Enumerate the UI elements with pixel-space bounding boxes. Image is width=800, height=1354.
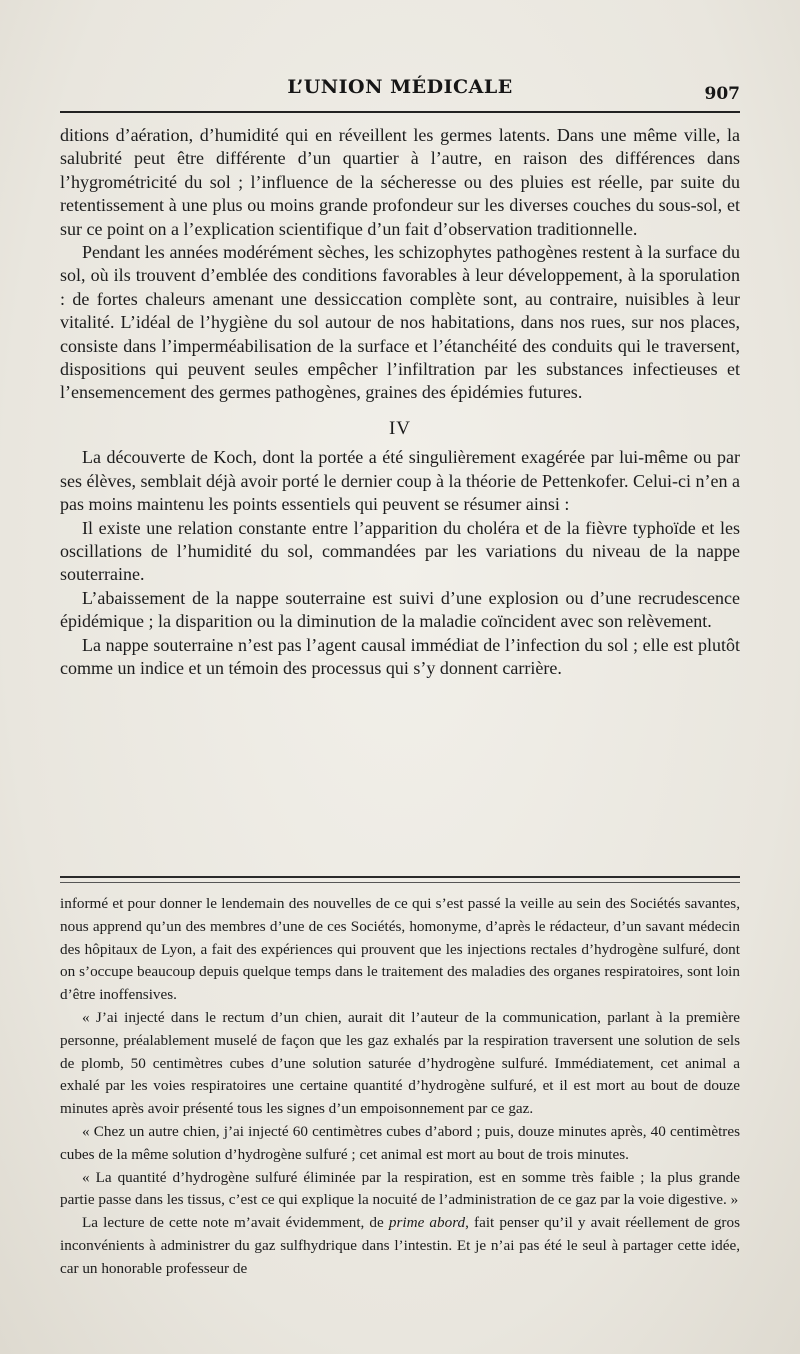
footnote-text: La lecture de cette note m’avait évidemment, de [82, 1214, 389, 1232]
page-number: 907 [704, 84, 740, 104]
paragraph: ditions d’aération, d’humidité qui en réveillent les germes latents. Dans une même ville, la salubrité peut être différente d’un quartier à l’autre, en raison des différences dans l’hygrométricité du sol ; l’influence de la sécheresse ou des pluies est réelle, par suite du retentissement à une plus ou moins grande profondeur sur les diverses couches du sous-sol, et sur ce point on a l’explication scientifique d’un fait d’observation traditionnelle. [60, 125, 740, 239]
footnote-paragraph: « La quantité d’hydrogène sulfuré éliminée par la respiration, est en somme très faible ; la plus grande partie passe dans les tissus, c’est ce qui explique la nocuité de l’administration de ce gaz par la voie digestive. » [60, 1168, 740, 1209]
footnote [60, 893, 740, 1281]
paragraph: La nappe souterraine n’est pas l’agent causal immédiat de l’infection du sol ; elle est plutôt comme un indice et un témoin des processus qui s’y donnent carrière. [60, 634, 740, 678]
footnote-paragraph: « J’ai injecté dans le rectum d’un chien, aurait dit l’auteur de la communication, parlant à la première personne, préalablement muselé de façon que les gaz exhalés par la respiration traversent une solution de sels de plomb, 50 centimètres cubes d’une solution saturée d’hydrogène sulfuré. Immédiatement, cet animal a exhalé par les voies respiratoires une certaine quantité d’hydrogène sulfuré, et il est mort au bout de douze minutes après avoir présenté tous les signes d’un empoisonnement par ce gaz. [60, 1008, 740, 1118]
footnote-paragraph [60, 1212, 740, 1280]
paragraph: L’abaissement de la nappe souterraine est suivi d’une explosion ou d’une recrudescence épidémique ; la disparition ou la diminution de la maladie coïncident avec son relèvement. [60, 587, 740, 632]
footnote-paragraph: informé et pour donner le lendemain des nouvelles de ce qui s’est passé la veille au sein des Sociétés savantes, nous apprend qu’un des membres d’une de ces Sociétés, homonyme, d’après le rédacteur, d’un savant médecin des hôpitaux de Lyon, a fait des expériences qui prouvent que les injections rectales d’hydrogène sulfuré, dont on s’occupe beaucoup depuis quelque temps dans le traitement des maladies des organes respiratoires, sont loin d’être inoffensives. [60, 895, 740, 1004]
running-header [60, 74, 740, 106]
paragraph: Pendant les années modérément sèches, les schizophytes pathogènes restent à la surface du sol, où ils trouvent d’emblée des conditions favorables à leur développement, à la sporulation : de fortes chaleurs amenant une dessiccation complète sont, au contraire, nuisibles à leur vitalité. L’idéal de l’hygiène du sol autour de nos habitations, dans nos rues, sur nos places, consiste dans l’imperméabilisation de la surface et l’étanchéité des conduits qui le traversent, dispositions qui peuvent seules empêcher l’infiltration par les substances infectieuses et l’ensemencement des germes pathogènes, graines des épidémies futures. [60, 242, 740, 403]
paragraph: La découverte de Koch, dont la portée a été singulièrement exagérée par lui-même ou par ses élèves, semblait déjà avoir porté le dernier coup à la théorie de Pettenkofer. Celui-ci n’en a pas moins maintenu les points essentiels qui peuvent se résumer ainsi : [60, 447, 740, 515]
footnote-text: , fait penser qu’il y avait réellement de gros inconvénients à administrer du gaz sulfhydrique dans l’intestin. Et je n’ai pas été le seul à partager cette idée, car un honorable professeur de [60, 1214, 740, 1277]
footnote-paragraph: « Chez un autre chien, j’ai injecté 60 centimètres cubes d’abord ; puis, douze minutes après, 40 centimètres cubes de la même solution d’hydrogène sulfuré ; cet animal est mort au bout de trois minutes. [60, 1122, 740, 1163]
main-text [60, 124, 740, 680]
paragraph: Il existe une relation constante entre l’apparition du choléra et de la fièvre typhoïde et les oscillations de l’humidité du sol, commandées par les variations du niveau de la nappe souterraine. [60, 517, 740, 585]
journal-title: L’UNION MÉDICALE [287, 76, 513, 98]
footnote-rule [60, 876, 740, 883]
footnote-emphasis: prime abord [388, 1214, 466, 1232]
header-rule [60, 111, 740, 113]
section-heading: IV [388, 417, 412, 439]
